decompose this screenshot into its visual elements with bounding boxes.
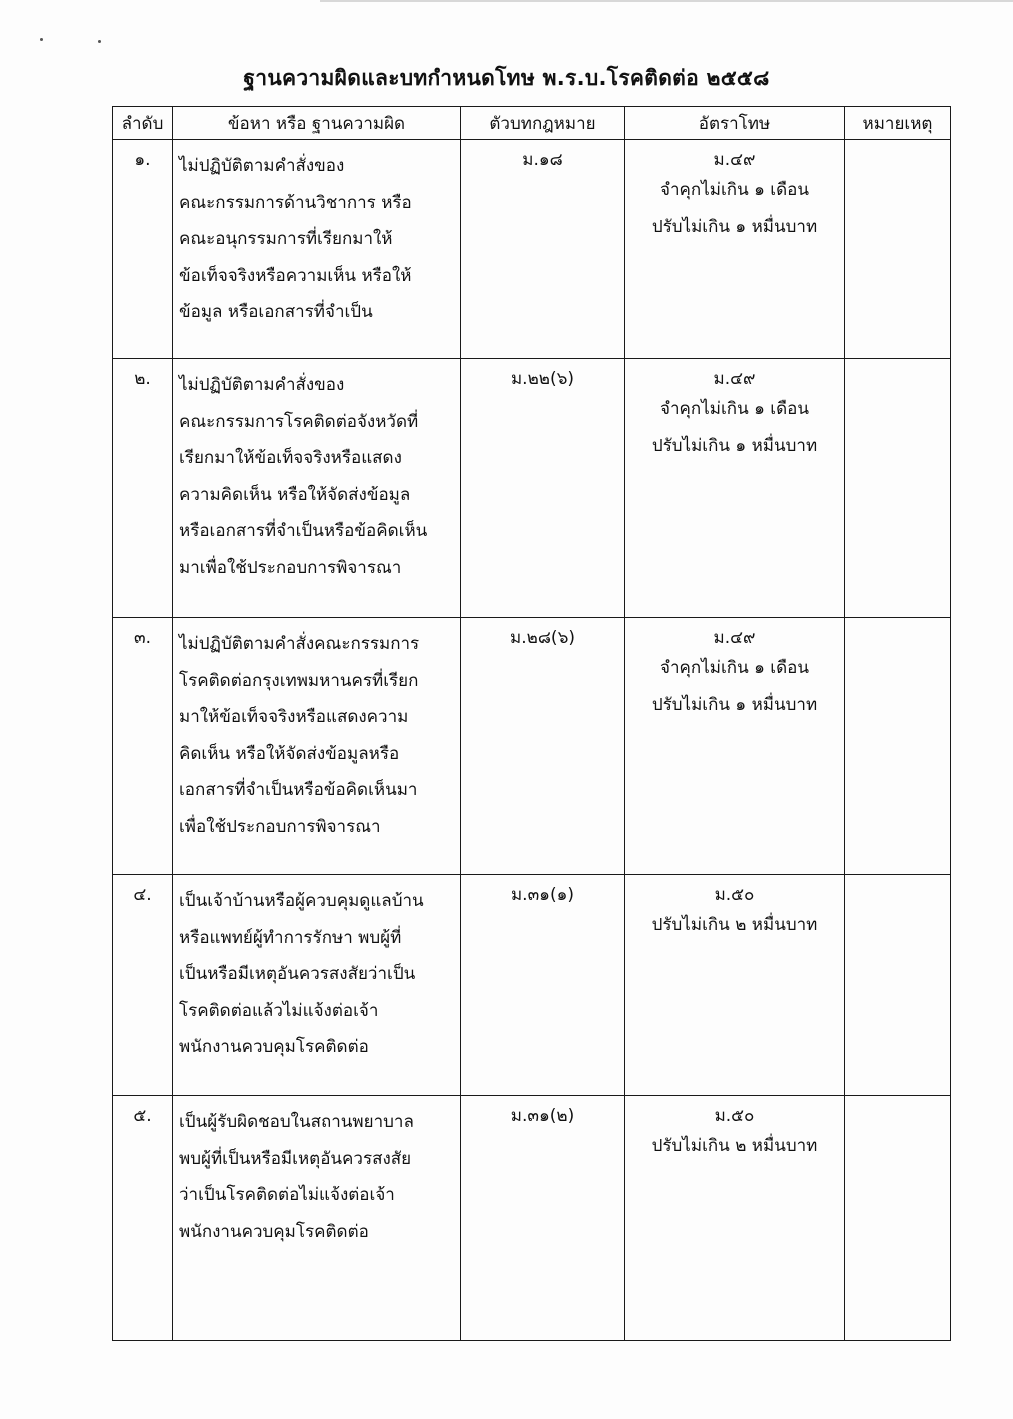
charge-line: ข้อเท็จจริงหรือความเห็น หรือให้ — [179, 265, 412, 286]
law-section-cell — [461, 1096, 625, 1341]
charge-cell — [173, 618, 461, 875]
penalty-section: ม.๕๐ — [714, 1106, 755, 1126]
penalty-line: ปรับไม่เกิน ๑ หมื่นบาท — [651, 216, 818, 237]
charge-line: เรียกมาให้ข้อเท็จจริงหรือแสดง — [179, 448, 402, 468]
law-section: ม.๒๒(๖) — [510, 369, 575, 389]
table-row — [113, 618, 951, 875]
scan-speck — [98, 40, 101, 43]
penalty-section: ม.๔๙ — [713, 628, 756, 648]
row-number: ๑. — [134, 150, 151, 170]
law-section-cell — [461, 618, 625, 875]
charge-cell — [173, 359, 461, 618]
charge-line: มาให้ข้อเท็จจริงหรือแสดงความ — [179, 707, 409, 727]
charge-line: ไม่ปฏิบัติตามคำสั่งของ — [179, 156, 345, 176]
document-title: ฐานความผิดและบทกำหนดโทษ พ.ร.บ.โรคติดต่อ ๒๕๕๘ — [243, 66, 770, 90]
penalty-line: จำคุกไม่เกิน ๑ เดือน — [660, 399, 809, 419]
row-number: ๔. — [133, 885, 152, 905]
charge-line: มาเพื่อใช้ประกอบการพิจารณา — [179, 557, 402, 578]
charge-line: คณะกรรมการโรคติดต่อจังหวัดที่ — [179, 411, 419, 432]
law-section: ม.๒๘(๖) — [510, 628, 575, 648]
header-penalty: อัตราโทษ — [625, 107, 845, 140]
penalty-cell — [625, 1096, 845, 1341]
header-section: ตัวบทกฎหมาย — [461, 107, 625, 140]
row-number-cell — [113, 618, 173, 875]
charge-line: เป็นเจ้าบ้านหรือผู้ควบคุมดูแลบ้าน — [179, 891, 424, 911]
table-row — [113, 875, 951, 1096]
row-number: ๒. — [134, 369, 151, 389]
table-row — [113, 140, 951, 359]
penalty-cell — [625, 359, 845, 618]
charge-line: ไม่ปฏิบัติตามคำสั่งคณะกรรมการ — [179, 634, 420, 654]
penalty-line: จำคุกไม่เกิน ๑ เดือน — [660, 180, 809, 200]
row-number-cell — [113, 1096, 173, 1341]
charge-line: คณะอนุกรรมการที่เรียกมาให้ — [179, 229, 393, 249]
scan-top-edge — [320, 0, 1013, 2]
charge-line: พนักงานควบคุมโรคติดต่อ — [179, 1037, 369, 1057]
header-no: ลำดับ — [113, 107, 173, 140]
charge-cell — [173, 140, 461, 359]
offense-table — [112, 106, 951, 1341]
penalty-line: ปรับไม่เกิน ๑ หมื่นบาท — [651, 435, 818, 456]
penalty-section: ม.๔๙ — [713, 150, 756, 170]
row-number: ๕. — [133, 1106, 152, 1126]
penalty-cell — [625, 618, 845, 875]
table-header-row — [113, 107, 951, 140]
charge-line: เป็นหรือมีเหตุอันควรสงสัยว่าเป็น — [179, 964, 416, 984]
charge-line: ไม่ปฏิบัติตามคำสั่งของ — [179, 375, 345, 395]
charge-line: เอกสารที่จำเป็นหรือข้อคิดเห็นมา — [179, 780, 418, 800]
penalty-line: จำคุกไม่เกิน ๑ เดือน — [660, 658, 809, 678]
law-section-cell — [461, 875, 625, 1096]
header-note: หมายเหตุ — [845, 107, 951, 140]
penalty-section: ม.๕๐ — [714, 885, 755, 905]
penalty-line: ปรับไม่เกิน ๒ หมื่นบาท — [651, 1136, 818, 1156]
note-cell — [845, 140, 951, 359]
row-number-cell — [113, 875, 173, 1096]
charge-cell — [173, 875, 461, 1096]
row-number-cell — [113, 140, 173, 359]
charge-line: หรือแพทย์ผู้ทำการรักษา พบผู้ที่ — [179, 927, 402, 948]
note-cell — [845, 618, 951, 875]
note-cell — [845, 1096, 951, 1341]
charge-line: พนักงานควบคุมโรคติดต่อ — [179, 1221, 369, 1242]
charge-line: คณะกรรมการด้านวิชาการ หรือ — [179, 192, 412, 213]
charge-line: หรือเอกสารที่จำเป็นหรือข้อคิดเห็น — [179, 521, 428, 541]
charge-line: พบผู้ที่เป็นหรือมีเหตุอันควรสงสัย — [179, 1148, 412, 1169]
charge-line: ความคิดเห็น หรือให้จัดส่งข้อมูล — [179, 484, 411, 505]
note-cell — [845, 875, 951, 1096]
charge-line: ว่าเป็นโรคติดต่อไม่แจ้งต่อเจ้า — [179, 1185, 395, 1205]
charge-line: เพื่อใช้ประกอบการพิจารณา — [179, 816, 381, 837]
penalty-line: ปรับไม่เกิน ๑ หมื่นบาท — [651, 694, 818, 715]
penalty-line: ปรับไม่เกิน ๒ หมื่นบาท — [651, 915, 818, 935]
charge-line: โรคติดต่อกรุงเทพมหานครที่เรียก — [179, 670, 419, 691]
charge-line: โรคติดต่อแล้วไม่แจ้งต่อเจ้า — [179, 1000, 379, 1021]
charge-line: คิดเห็น หรือให้จัดส่งข้อมูลหรือ — [179, 743, 400, 764]
penalty-section: ม.๔๙ — [713, 369, 756, 389]
note-cell — [845, 359, 951, 618]
scan-speck — [40, 38, 43, 41]
row-number-cell — [113, 359, 173, 618]
charge-cell — [173, 1096, 461, 1341]
charge-line: เป็นผู้รับผิดชอบในสถานพยาบาล — [179, 1112, 414, 1132]
table-row — [113, 359, 951, 618]
law-section-cell — [461, 359, 625, 618]
law-section: ม.๓๑(๑) — [510, 885, 575, 905]
law-section-cell — [461, 140, 625, 359]
penalty-cell — [625, 140, 845, 359]
table-row — [113, 1096, 951, 1341]
penalty-cell — [625, 875, 845, 1096]
header-charge: ข้อหา หรือ ฐานความผิด — [173, 107, 461, 140]
row-number: ๓. — [133, 628, 152, 648]
law-section: ม.๑๘ — [522, 150, 563, 170]
law-section: ม.๓๑(๒) — [510, 1106, 575, 1126]
charge-line: ข้อมูล หรือเอกสารที่จำเป็น — [179, 302, 373, 322]
